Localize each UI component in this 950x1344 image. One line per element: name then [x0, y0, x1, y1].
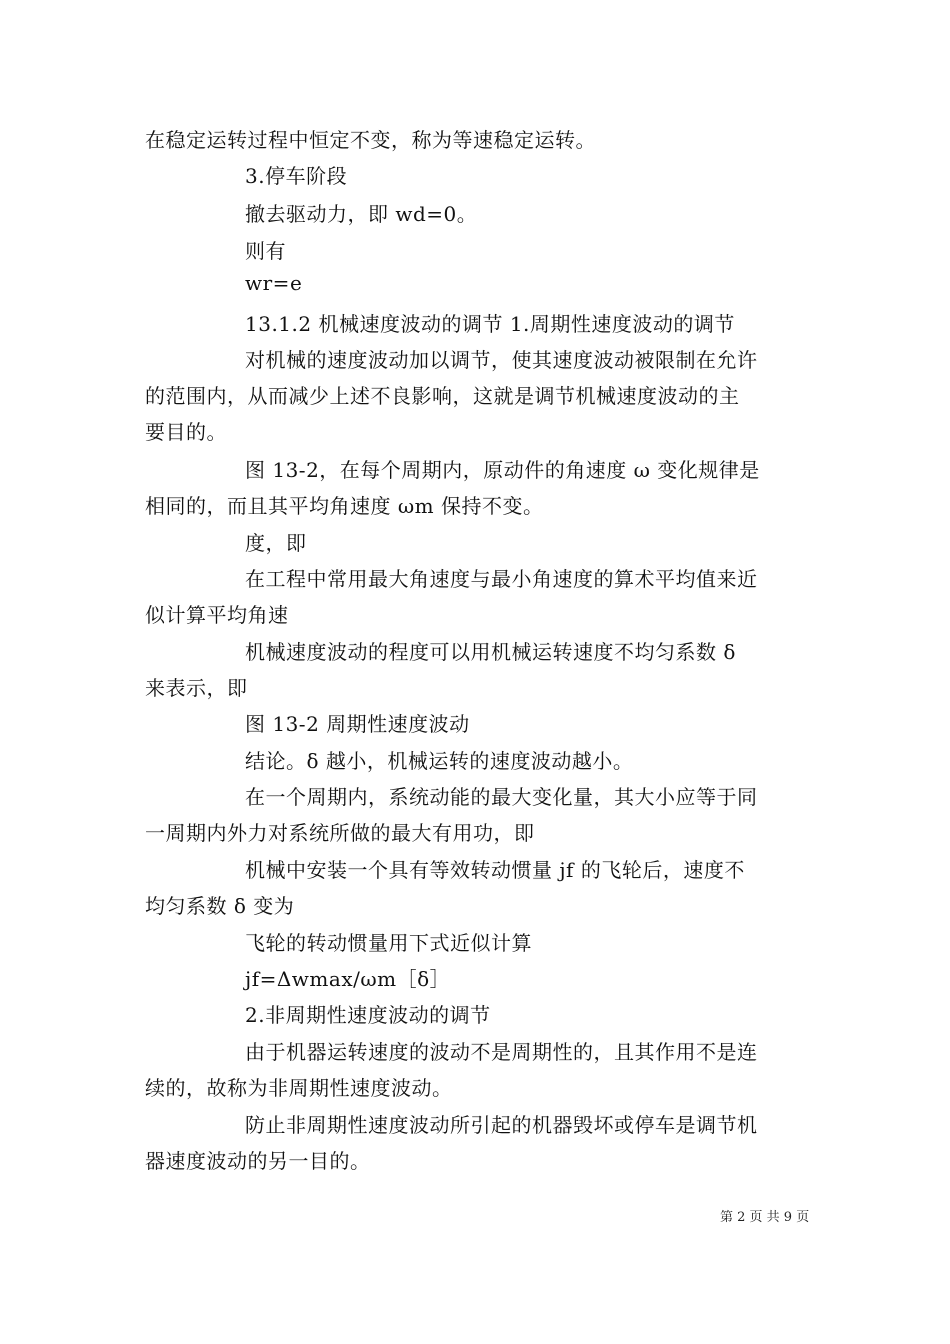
text-line: 在一个周期内，系统动能的最大变化量，其大小应等于同 [245, 785, 758, 809]
formula-line: jf=Δwmax/ωm［δ］ [245, 967, 451, 991]
text-line: 在工程中常用最大角速度与最小角速度的算术平均值来近 [245, 567, 758, 591]
text-line: 结论。δ 越小，机械运转的速度波动越小。 [245, 749, 634, 773]
text-line: 防止非周期性速度波动所引起的机器毁坏或停车是调节机 [245, 1113, 758, 1137]
text-line: 机械中安装一个具有等效转动惯量 jf 的飞轮后，速度不 [245, 858, 745, 882]
text-line: wr=e [245, 271, 303, 295]
text-line: 3.停车阶段 [245, 164, 348, 188]
text-line: 续的，故称为非周期性速度波动。 [145, 1076, 453, 1100]
section-heading: 13.1.2 机械速度波动的调节 1.周期性速度波动的调节 [245, 312, 735, 336]
text-line: 由于机器运转速度的波动不是周期性的，且其作用不是连 [245, 1040, 758, 1064]
text-line: 似计算平均角速 [145, 603, 289, 627]
text-line: 器速度波动的另一目的。 [145, 1149, 371, 1173]
text-line: 对机械的速度波动加以调节，使其速度波动被限制在允许 [245, 348, 758, 372]
text-line: 一周期内外力对系统所做的最大有用功，即 [145, 821, 535, 845]
text-line: 则有 [245, 239, 286, 263]
text-line: 飞轮的转动惯量用下式近似计算 [245, 931, 532, 955]
text-line: 相同的，而且其平均角速度 ωm 保持不变。 [145, 494, 544, 518]
text-line: 度，即 [245, 531, 307, 555]
page-number: 第 2 页 共 9 页 [720, 1210, 810, 1225]
text-line: 在稳定运转过程中恒定不变，称为等速稳定运转。 [145, 128, 596, 152]
text-line: 来表示，即 [145, 676, 248, 700]
text-line: 图 13-2，在每个周期内，原动件的角速度 ω 变化规律是 [245, 458, 760, 482]
figure-caption: 图 13-2 周期性速度波动 [245, 712, 470, 736]
text-line: 撤去驱动力，即 wd=0。 [245, 202, 478, 226]
text-line: 要目的。 [145, 420, 227, 444]
text-line: 机械速度波动的程度可以用机械运转速度不均匀系数 δ [245, 640, 736, 664]
text-line: 均匀系数 δ 变为 [145, 894, 295, 918]
section-heading: 2.非周期性速度波动的调节 [245, 1003, 491, 1027]
text-line: 的范围内，从而减少上述不良影响，这就是调节机械速度波动的主 [145, 384, 740, 408]
